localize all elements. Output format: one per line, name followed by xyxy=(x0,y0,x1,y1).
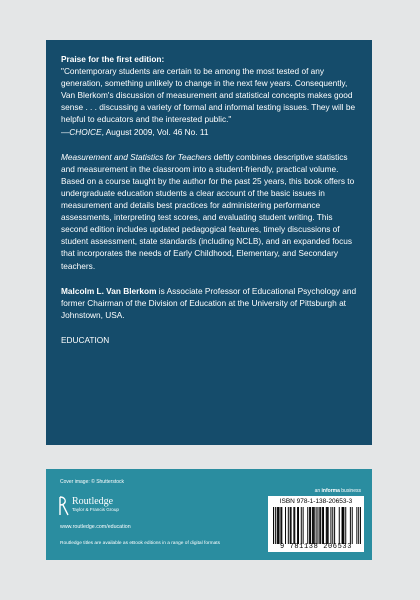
barcode-bar xyxy=(350,507,351,544)
barcode-bar xyxy=(273,507,274,544)
informa-suffix: business xyxy=(339,488,361,494)
praise-quote xyxy=(61,65,358,138)
subject-category: EDUCATION xyxy=(61,334,110,345)
barcode-bar xyxy=(314,507,315,544)
barcode-bar xyxy=(280,507,281,544)
publisher-website[interactable]: www.routledge.com/education xyxy=(60,524,131,530)
barcode-bar xyxy=(322,507,323,544)
praise-source-name: CHOICE xyxy=(69,126,102,137)
author-bio-text: is Associate Professor of Educational Psychology and former Chairman of the Division of Education at the University of Pittsburgh at Johnstown, USA. xyxy=(61,285,357,320)
barcode-bar xyxy=(293,507,294,544)
barcode-bar xyxy=(342,507,343,544)
author-bio xyxy=(61,285,358,321)
routledge-r-icon xyxy=(59,496,69,516)
ebook-availability-note: Routledge titles are available as eBook editions in a range of digital formats xyxy=(60,541,220,546)
barcode-bar xyxy=(312,507,313,544)
barcode-bar xyxy=(290,507,291,544)
informa-business-tag xyxy=(315,488,361,494)
barcode-bar xyxy=(330,507,331,544)
barcode-bar xyxy=(288,507,289,544)
barcode-bar xyxy=(298,507,299,544)
barcode-bars xyxy=(273,507,361,544)
barcode-bar xyxy=(328,507,329,544)
barcode-bar xyxy=(358,507,359,544)
praise-source-dash: — xyxy=(61,126,70,137)
barcode-bar xyxy=(310,507,311,544)
book-description xyxy=(61,151,358,272)
informa-brand: informa xyxy=(321,488,340,494)
barcode-bar xyxy=(307,507,308,544)
barcode-bar xyxy=(278,507,279,544)
informa-prefix: an xyxy=(314,488,322,494)
barcode-bar xyxy=(285,507,286,544)
back-cover-text-panel xyxy=(46,40,372,445)
book-title: Measurement and Statistics for Teachers xyxy=(61,151,212,162)
routledge-logo xyxy=(59,496,119,516)
barcode-bar xyxy=(352,507,353,544)
praise-source-details: , August 2009, Vol. 46 No. 11 xyxy=(101,126,209,137)
barcode-bar xyxy=(309,507,310,544)
praise-quote-text: "Contemporary students are certain to be among the most tested of any generation, something unlikely to change in the next few years. Consequently, Van Blerkom's discussion of measurement and statistical concepts makes good sense . . . discussing a variety of formal and informal testing issues. They will be helpful to educators and the interested public." xyxy=(61,66,356,125)
barcode-bar xyxy=(345,507,346,544)
barcode-bar xyxy=(301,507,302,544)
barcode-bar xyxy=(343,507,344,544)
barcode-bar xyxy=(320,507,321,544)
barcode-bar xyxy=(339,507,340,544)
barcode-bar xyxy=(332,507,333,544)
publisher-footer xyxy=(46,469,372,560)
barcode-number: 9 781138 206533 xyxy=(279,543,352,551)
barcode-bar xyxy=(279,507,280,544)
isbn-number: ISBN 978-1-138-20653-3 xyxy=(279,498,353,505)
barcode-bar xyxy=(319,507,320,544)
barcode-bar xyxy=(281,507,282,544)
barcode-bar xyxy=(313,507,314,544)
isbn-barcode xyxy=(268,496,364,552)
barcode-bar xyxy=(297,507,298,544)
barcode-bar xyxy=(294,507,295,544)
barcode-bar xyxy=(356,507,357,544)
barcode-bar xyxy=(334,507,335,544)
barcode-bar xyxy=(323,507,324,544)
barcode-bar xyxy=(327,507,328,544)
publisher-name: Routledge xyxy=(72,496,114,507)
barcode-bar xyxy=(291,507,292,544)
author-name: Malcolm L. Van Blerkom xyxy=(61,285,157,296)
barcode-bar xyxy=(360,507,361,544)
barcode-bar xyxy=(317,507,318,544)
barcode-bar xyxy=(275,507,276,544)
cover-image-credit: Cover image: © Shutterstock xyxy=(60,479,124,485)
barcode-bar xyxy=(326,507,327,544)
praise-heading: Praise for the first edition: xyxy=(61,54,165,64)
barcode-bar xyxy=(303,507,304,544)
publisher-group: Taylor & Francis Group xyxy=(72,507,119,512)
book-description-text: deftly combines descriptive statistics and measurement in the classroom into a student-friendly, practical volume. Based on a course taught by the author for the past 25 years, this book offers to undergraduate education students a clear account of the basic issues in measurement and details best practices for administering performance assessments, interpreting test scores, and evaluating student writing. This second edition includes updated pedagogical features, timely discussions of student assessment, state standards (including NCLB), and an expanded focus that incorporates the needs of Early Childhood, Elementary, and Secondary teachers. xyxy=(61,151,355,271)
barcode-bar xyxy=(316,507,317,544)
barcode-bar xyxy=(342,507,343,544)
barcode-bar xyxy=(277,507,278,544)
